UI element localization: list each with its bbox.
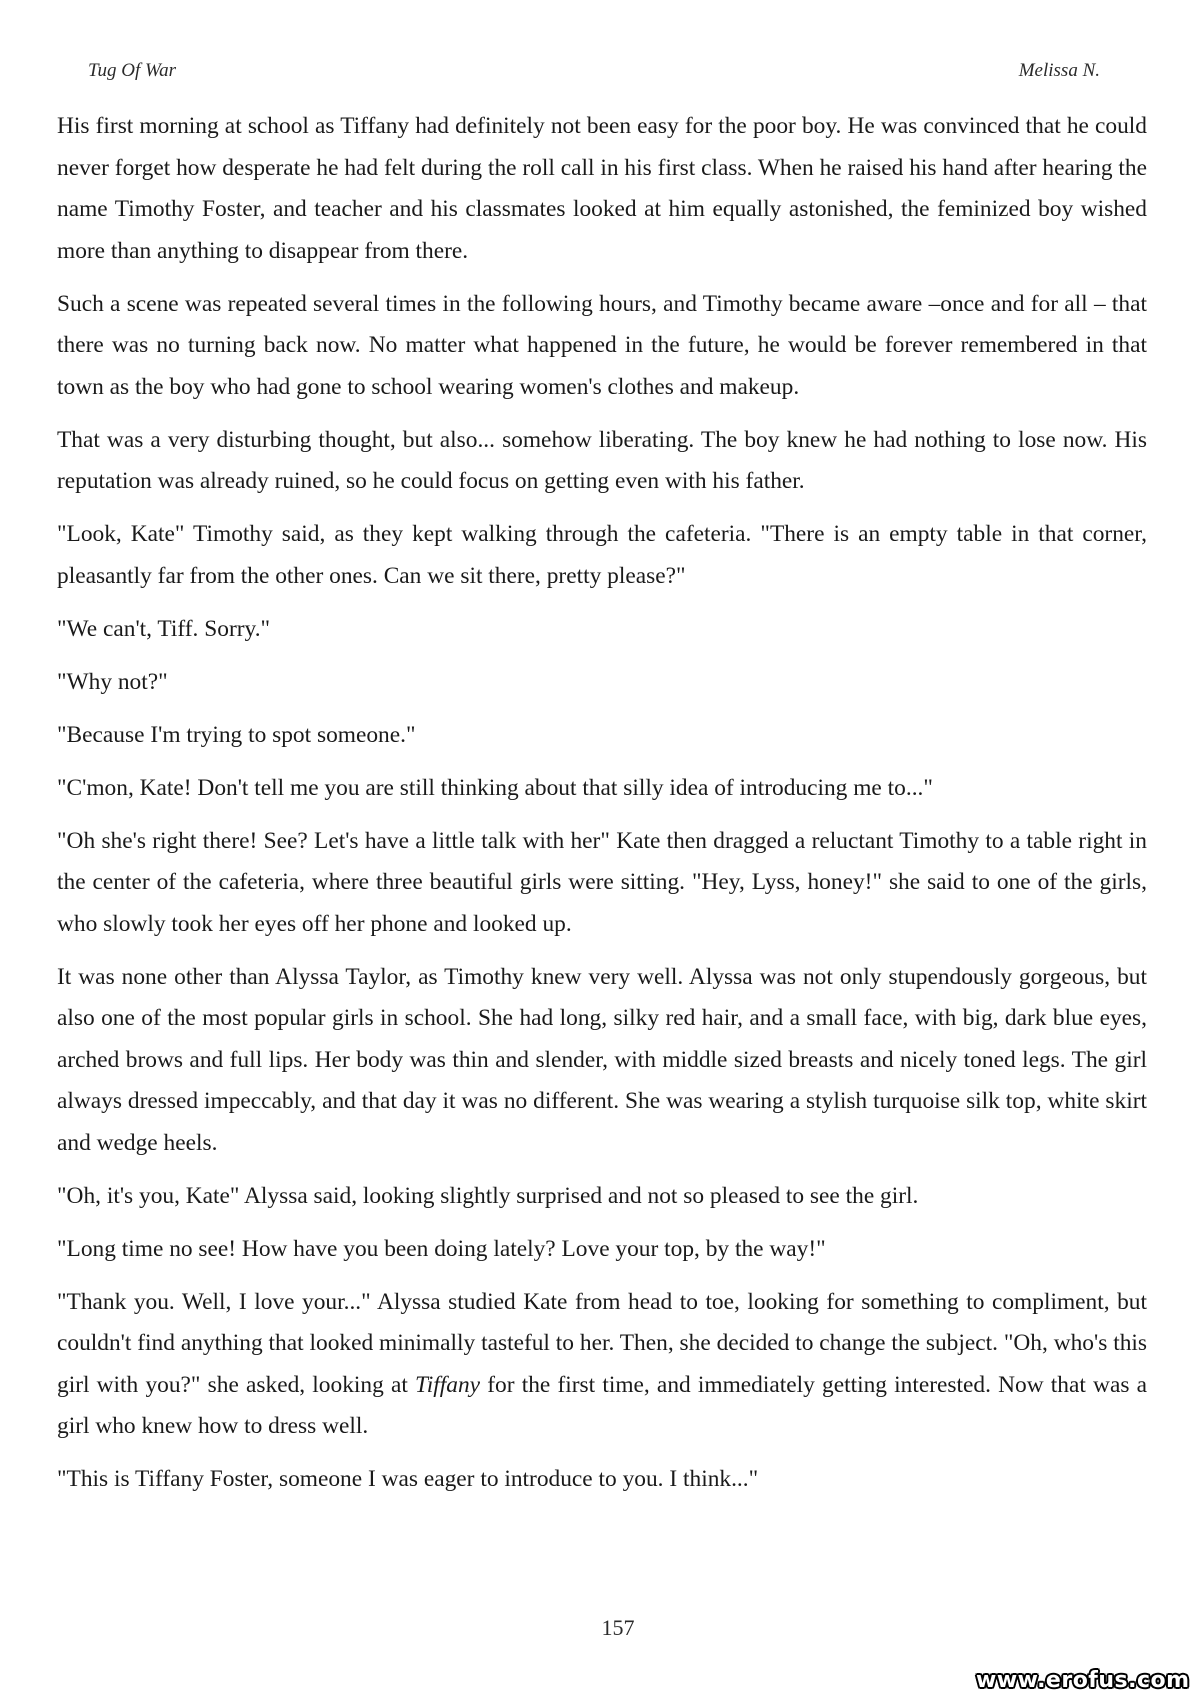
paragraph-text: "Thank you. Well, I love your..." Alyssa studied Kate from head to toe, looking for something to compliment, but couldn't find anything that looked minimally tasteful to her. Then, she decided to change the subject. "Oh, who's this girl with you?" she asked, looking at [57,1288,1147,1398]
body-text [57,106,1147,1512]
paragraph: "This is Tiffany Foster, someone I was eager to introduce to you. I think..." [57,1466,759,1492]
paragraph [57,1282,1147,1448]
paragraph: His first morning at school as Tiffany had definitely not been easy for the poor boy. He was convinced that he could never forget how desperate he had felt during the roll call in his first class. When he raised his hand after hearing the name Timothy Foster, and teacher and his classmates looked at him equally astonished, the feminized boy wished more than anything to disappear from there. [57,113,1147,264]
paragraph: It was none other than Alyssa Taylor, as Timothy knew very well. Alyssa was not only stupendously gorgeous, but also one of the most popular girls in school. She had long, silky red hair, and a small face, with big, dark blue eyes, arched brows and full lips. Her body was thin and slender, with middle sized breasts and nicely toned legs. The girl always dressed impeccably, and that day it was no different. She was wearing a stylish turquoise silk top, white skirt and wedge heels. [57,963,1147,1156]
paragraph: Such a scene was repeated several times in the following hours, and Timothy became aware –once and for all – that there was no turning back now. No matter what happened in the future, he would be forever remembered in that town as the boy who had gone to school wearing women's clothes and makeup. [57,290,1147,400]
paragraph: "Long time no see! How have you been doing lately? Love your top, by the way!" [57,1235,826,1262]
author-name: Melissa N. [1018,60,1100,81]
paragraph-text: for the first time, and immediately getting interested. Now that was a girl who knew how to dress well. [57,1371,1147,1439]
paragraph: "Why not?" [57,668,168,695]
emphasized-name: Tiffany [415,1371,481,1398]
paragraph: "C'mon, Kate! Don't tell me you are still thinking about that silly idea of introducing me to..." [57,774,933,801]
paragraph: "Because I'm trying to spot someone." [57,721,416,748]
page-number: 157 [601,1615,635,1640]
watermark: www.erofus.com [976,1664,1186,1698]
paragraph: "We can't, Tiff. Sorry." [57,615,271,642]
book-title: Tug Of War [88,60,176,81]
paragraph: "Oh she's right there! See? Let's have a little talk with her" Kate then dragged a reluctant Timothy to a table right in the center of the cafeteria, where three beautiful girls were sitting. "Hey, Lyss, honey!" she said to one of the girls, who slowly took her eyes off her phone and looked up. [57,827,1147,937]
paragraph: "Oh, it's you, Kate" Alyssa said, looking slightly surprised and not so pleased to see the girl. [57,1182,919,1209]
running-header [88,60,1100,90]
paragraph: "Look, Kate" Timothy said, as they kept walking through the cafeteria. "There is an empty table in that corner, pleasantly far from the other ones. Can we sit there, pretty please?" [57,521,1147,589]
paragraph: That was a very disturbing thought, but also... somehow liberating. The boy knew he had nothing to lose now. His reputation was already ruined, so he could focus on getting even with his father. [57,426,1147,494]
